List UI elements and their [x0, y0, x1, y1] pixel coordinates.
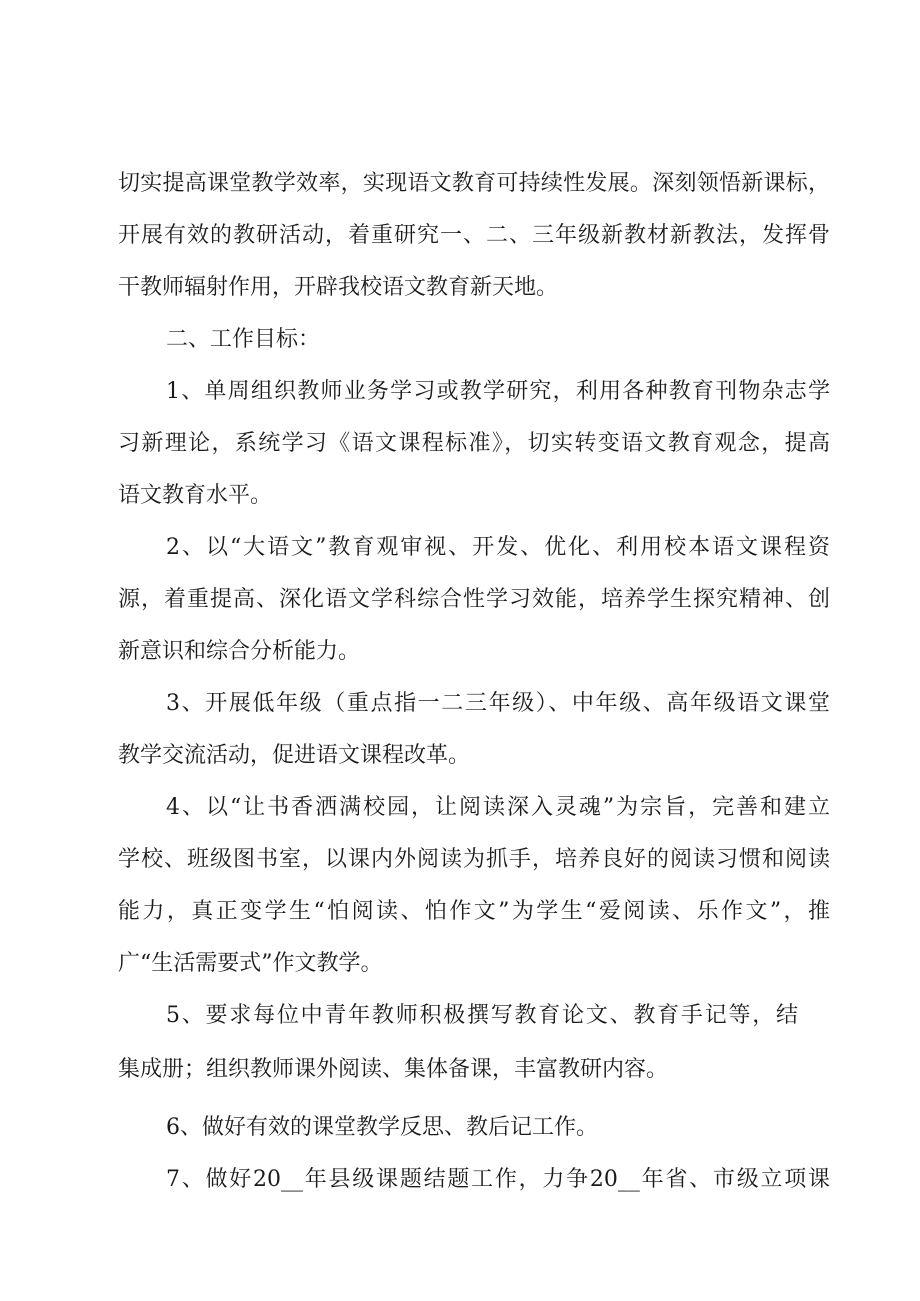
goal-2-line-2: 源，着重提高、深化语文学科综合性学习效能，培养学生探究精神、创	[118, 587, 830, 612]
goal-4-line-4: 广“生活需要式”作文教学。	[118, 951, 383, 976]
text-line-3: 干教师辐射作用，开辟我校语文教育新天地。	[118, 275, 559, 300]
goal-1-line-3: 语文教育水平。	[118, 483, 273, 508]
goal-4-line-3: 能力，真正变学生“怕阅读、怕作文”为学生“爱阅读、乐作文”，推	[118, 899, 830, 924]
goal-7-line-1: 7、做好20__年县级课题结题工作，力争20__年省、市级立项课	[166, 1167, 830, 1192]
goal-2-line-1: 2、以“大语文”教育观审视、开发、优化、利用校本语文课程资	[166, 535, 830, 560]
text-line-1: 切实提高课堂教学效率，实现语文教育可持续性发展。深刻领悟新课标，	[118, 171, 830, 196]
goal-5-line-2: 集成册；组织教师课外阅读、集体备课，丰富教研内容。	[118, 1057, 669, 1082]
goal-2-line-3: 新意识和综合分析能力。	[118, 639, 361, 664]
goal-3-line-2: 教学交流活动，促进语文课程改革。	[118, 743, 471, 768]
goal-4-line-1: 4、以“让书香洒满校园，让阅读深入灵魂”为宗旨，完善和建立	[166, 795, 830, 820]
goal-3-line-1: 3、开展低年级（重点指一二三年级）、中年级、高年级语文课堂	[166, 691, 830, 716]
goal-5-line-1: 5、要求每位中青年教师积极撰写教育论文、教育手记等，结	[166, 1003, 798, 1028]
goal-6-line-1: 6、做好有效的课堂教学反思、教后记工作。	[166, 1115, 598, 1140]
goal-4-line-2: 学校、班级图书室，以课内外阅读为抓手，培养良好的阅读习惯和阅读	[118, 847, 830, 872]
goal-1-line-2: 习新理论，系统学习《语文课程标准》，切实转变语文教育观念，提高	[118, 431, 830, 456]
section-heading-goals: 二、工作目标：	[166, 327, 321, 352]
text-line-2: 开展有效的教研活动，着重研究一、二、三年级新教材新教法，发挥骨	[118, 223, 830, 248]
goal-1-line-1: 1、单周组织教师业务学习或教学研究，利用各种教育刊物杂志学	[166, 379, 830, 404]
